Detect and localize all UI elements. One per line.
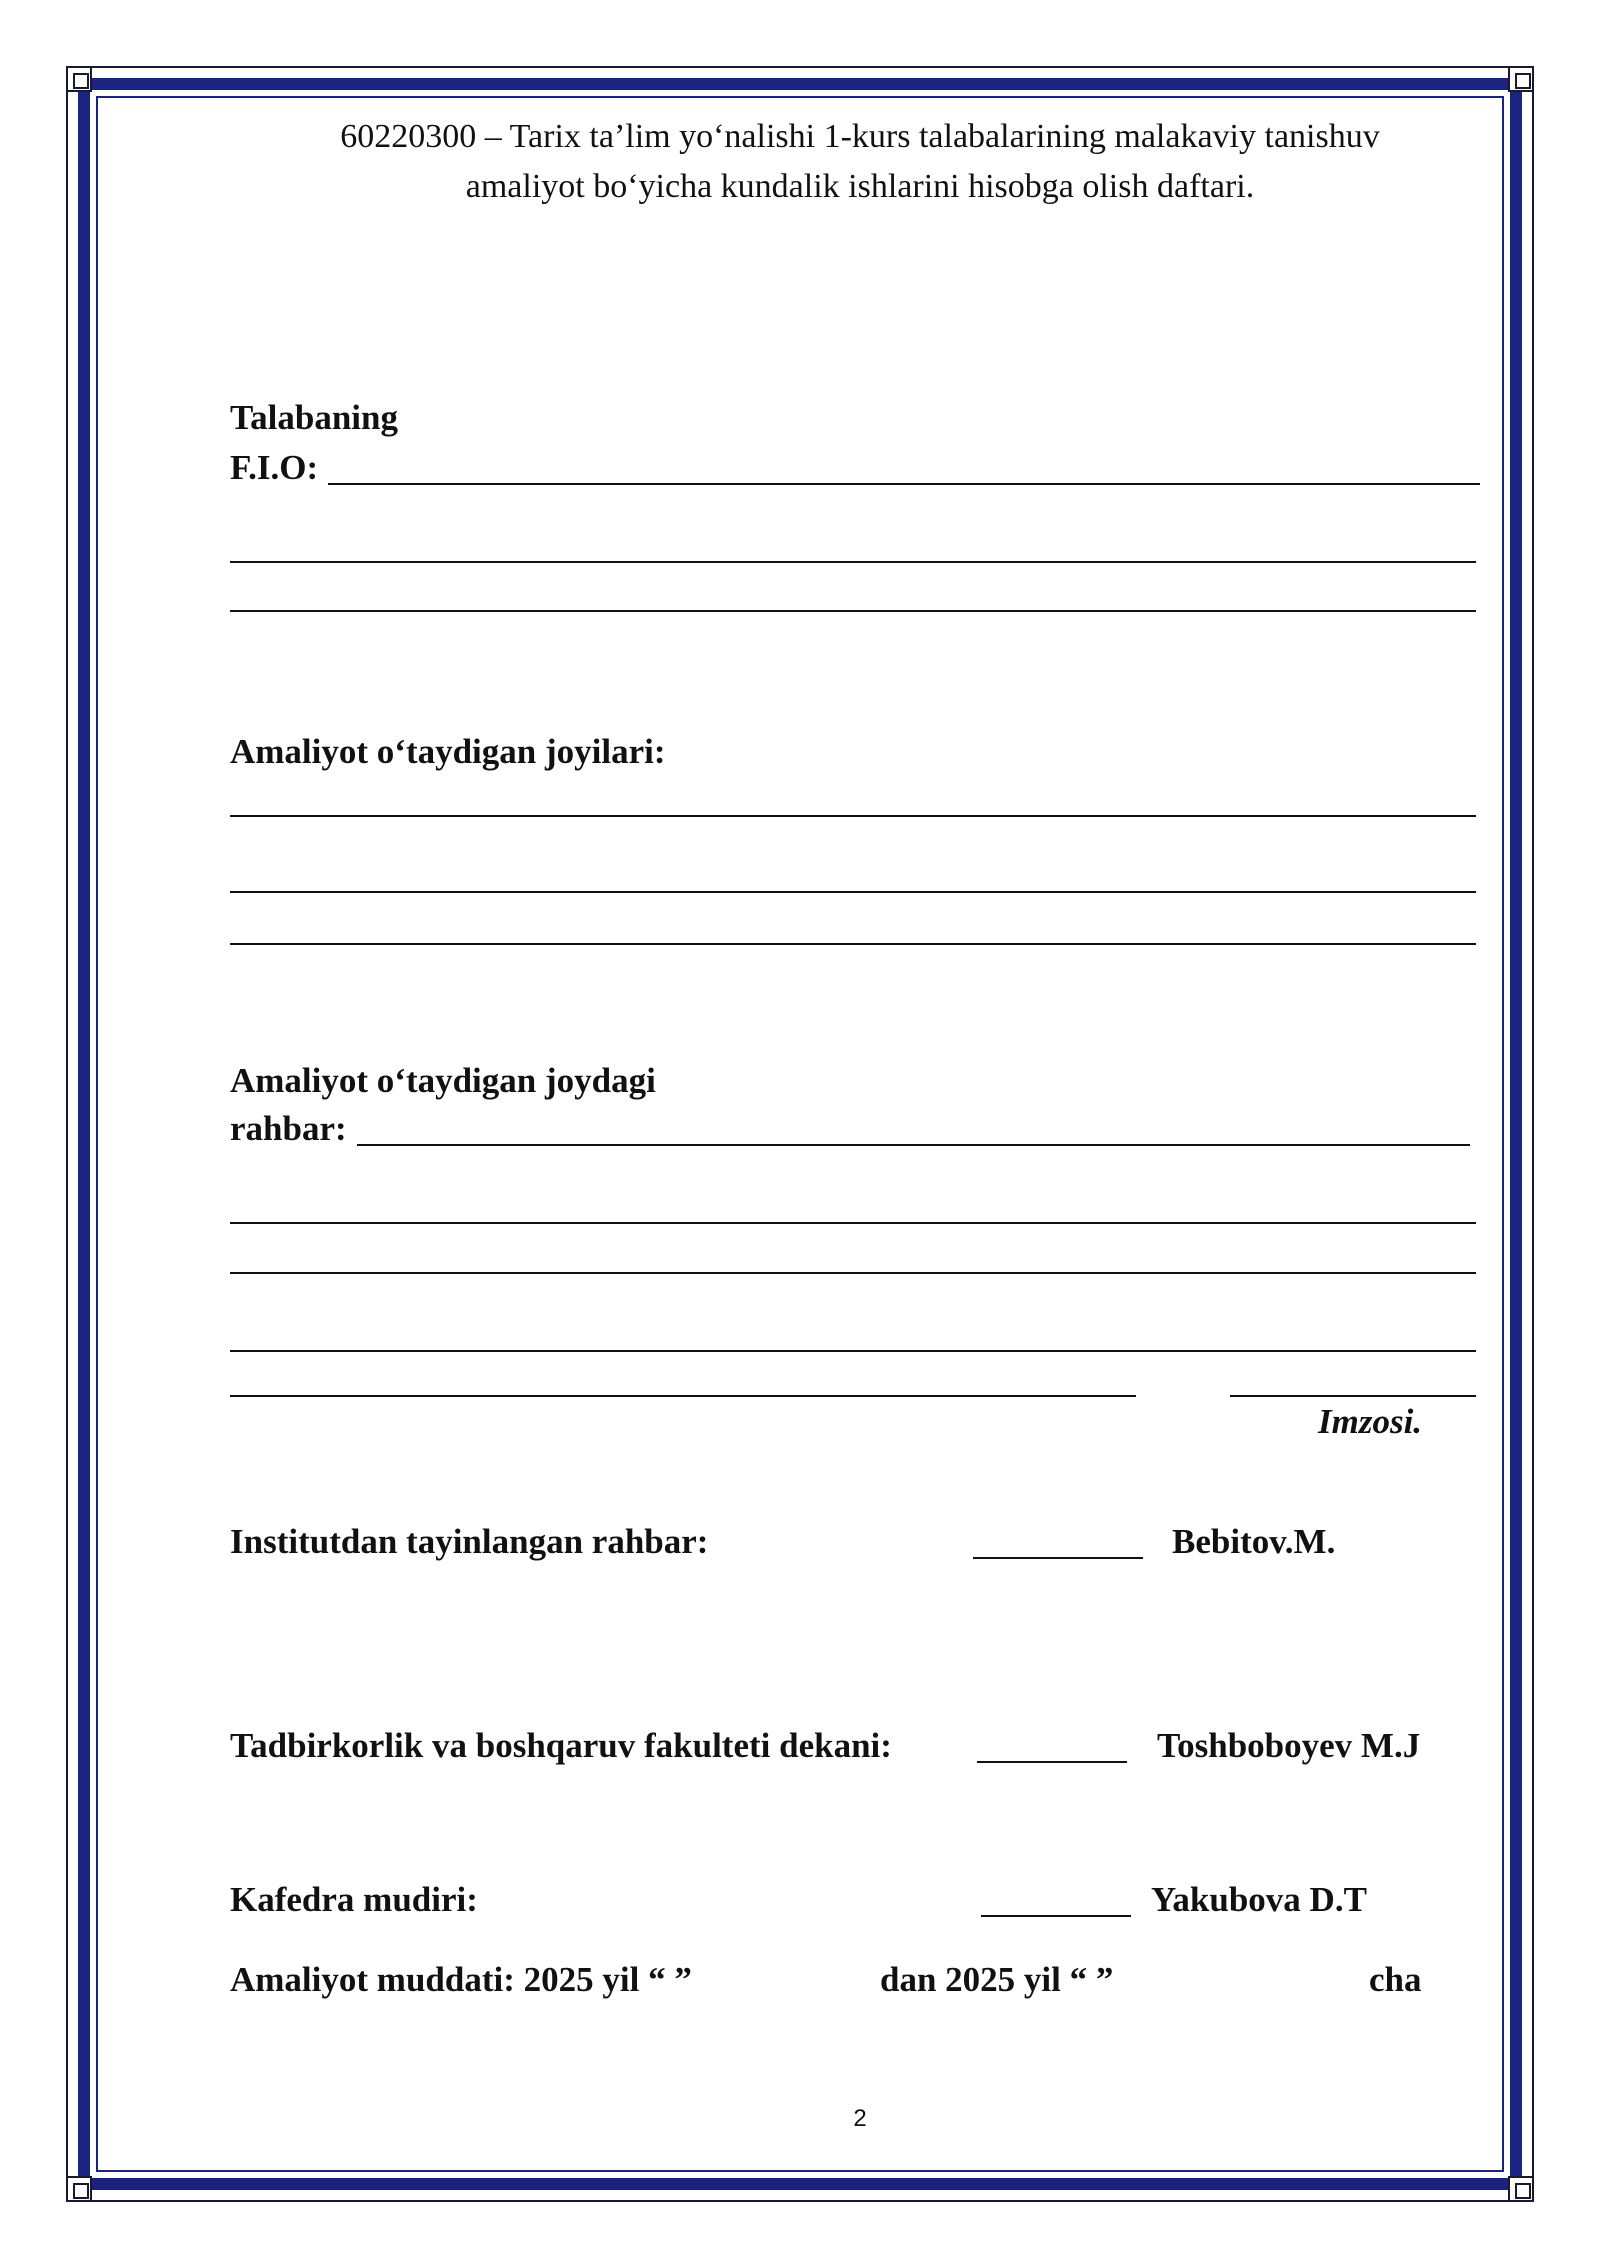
page-number: 2 (853, 2105, 867, 2132)
head-of-department-signature-line[interactable] (981, 1915, 1131, 1917)
document-title (230, 112, 1490, 212)
student-label: Talabaning (230, 398, 398, 437)
frame-corner-ornament (1508, 66, 1534, 92)
student-fio-field[interactable] (328, 483, 1480, 485)
practice-period-middle: dan 2025 yil “ ” (880, 1960, 1114, 1999)
head-of-department-label: Kafedra mudiri: (230, 1880, 478, 1919)
title-line-2: amaliyot bo‘yicha kundalik ishlarini hisobga olish daftari. (465, 168, 1255, 205)
student-fio-label: F.I.O: (230, 448, 319, 487)
site-supervisor-line-2[interactable] (230, 1222, 1476, 1224)
head-of-department-name: Yakubova D.T (1151, 1880, 1367, 1919)
dean-name: Toshboboyev M.J (1157, 1726, 1421, 1765)
site-supervisor-line-4[interactable] (230, 1350, 1476, 1352)
places-line-3[interactable] (230, 943, 1476, 945)
frame-corner-ornament (66, 66, 92, 92)
site-supervisor-signature-line[interactable] (1230, 1395, 1476, 1397)
places-line-1[interactable] (230, 815, 1476, 817)
institute-supervisor-signature-line[interactable] (973, 1557, 1143, 1559)
institute-supervisor-label: Institutdan tayinlangan rahbar: (230, 1522, 709, 1561)
signature-caption: Imzosi. (1318, 1402, 1423, 1441)
places-label: Amaliyot o‘taydigan joyilari: (230, 732, 666, 771)
places-line-2[interactable] (230, 891, 1476, 893)
site-supervisor-line-5[interactable] (230, 1395, 1136, 1397)
site-supervisor-line-3[interactable] (230, 1272, 1476, 1274)
dean-signature-line[interactable] (977, 1761, 1127, 1763)
site-supervisor-field[interactable] (357, 1144, 1470, 1146)
frame-corner-ornament (1508, 2176, 1534, 2202)
student-fio-line-3[interactable] (230, 610, 1476, 612)
dean-label: Tadbirkorlik va boshqaruv fakulteti dekani: (230, 1726, 892, 1765)
institute-supervisor-name: Bebitov.M. (1172, 1522, 1336, 1561)
frame-corner-ornament (66, 2176, 92, 2202)
practice-period-end: cha (1369, 1960, 1422, 1999)
site-supervisor-rahbar-label: rahbar: (230, 1109, 347, 1148)
title-line-1: 60220300 – Tarix ta’lim yo‘nalishi 1-kurs talabalarining malakaviy tanishuv (340, 118, 1380, 155)
practice-period-label: Amaliyot muddati: 2025 yil “ ” (230, 1960, 692, 1999)
student-fio-line-2[interactable] (230, 561, 1476, 563)
site-supervisor-label: Amaliyot o‘taydigan joydagi (230, 1061, 656, 1100)
